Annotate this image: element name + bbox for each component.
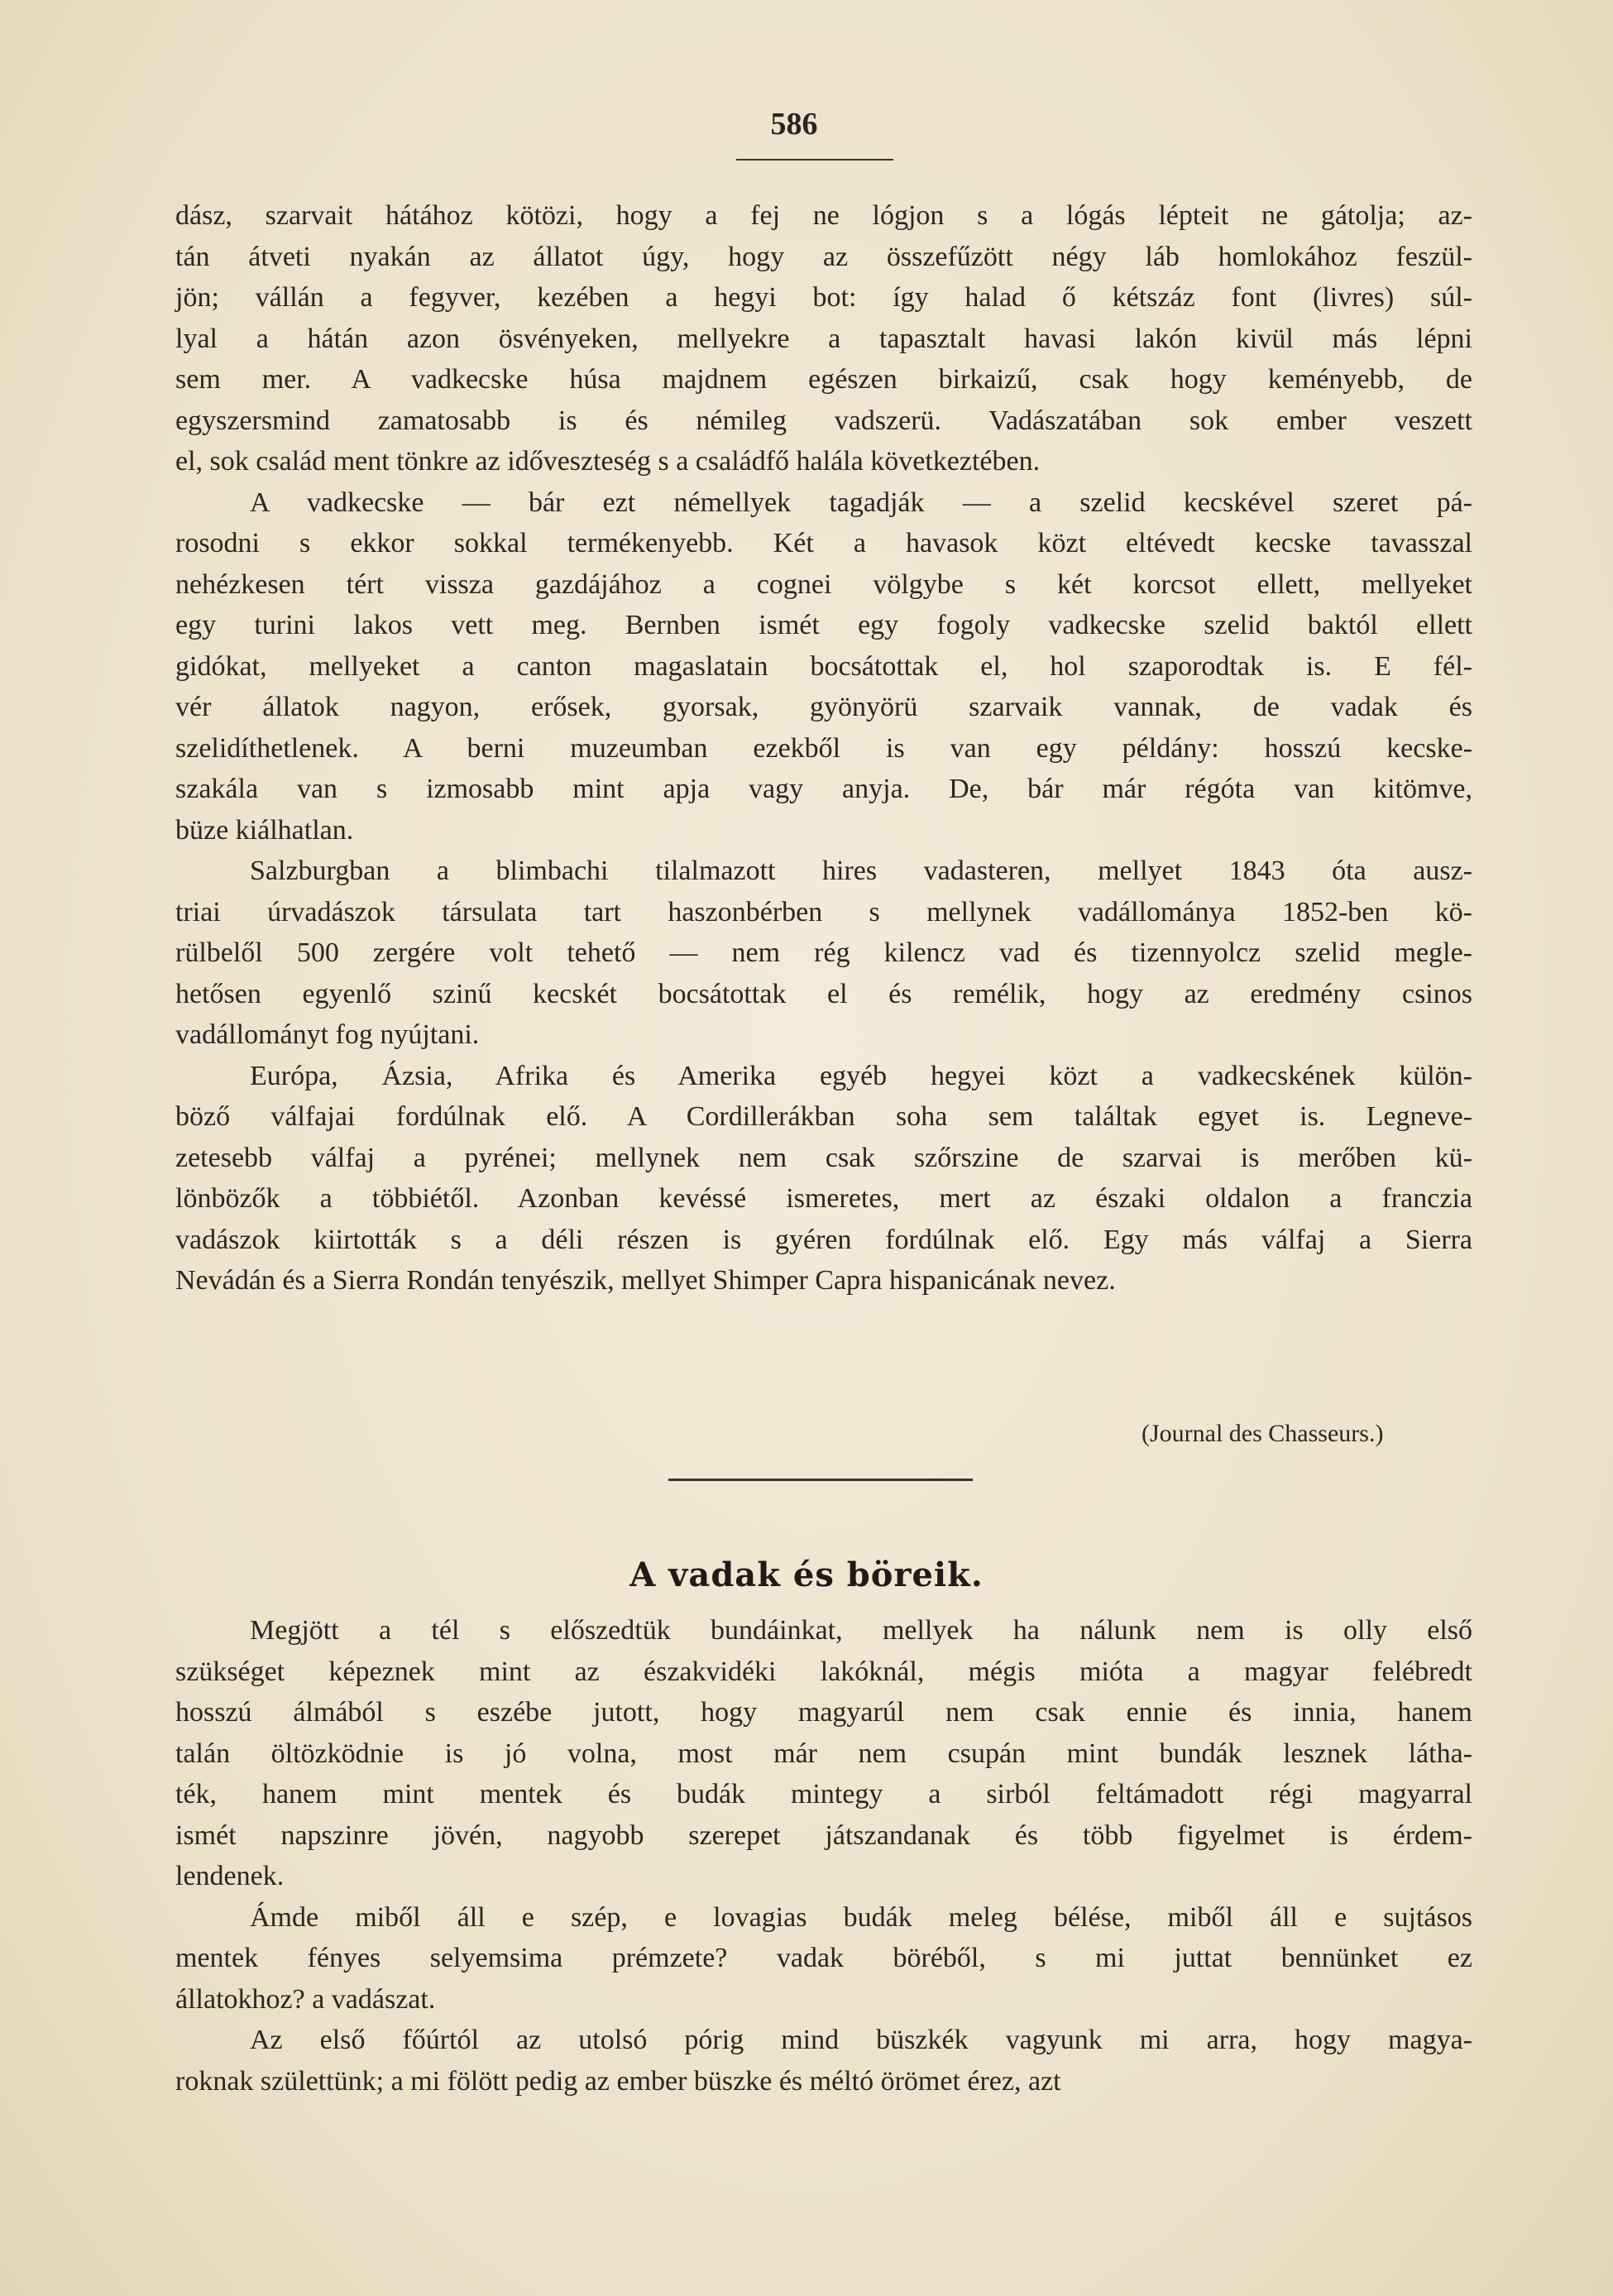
text-line: talán öltözködnie is jó volna, most már nem csupán mint bundák lesznek látha- (175, 1738, 1472, 1769)
paragraph (175, 2020, 1472, 2102)
paragraph (175, 195, 1472, 482)
text-line: mentek fényes selyemsima prémzete? vadak böréből, s mi juttat bennünket ez (175, 1943, 1472, 1973)
text-line: egyszersmind zamatosabb is és némileg vadszerü. Vadászatában sok ember veszett (175, 405, 1472, 436)
text-line: dász, szarvait hátához kötözi, hogy a fej ne lógjon s a lógás lépteit ne gátolja; az- (175, 200, 1472, 231)
paragraph (175, 482, 1472, 851)
text-line: hosszú álmából s eszébe jutott, hogy magyarúl nem csak ennie és innia, hanem (175, 1697, 1472, 1728)
text-line: hetősen egyenlő szinű kecskét bocsátottak el és remélik, hogy az eredmény csinos (175, 978, 1472, 1009)
section-divider (668, 1479, 973, 1481)
text-line: böző válfajai fordúlnak elő. A Cordillerákban soha sem találtak egyet is. Legneve- (175, 1101, 1472, 1132)
text-line: sem mer. A vadkecske húsa majdnem egészen birkaizű, csak hogy keményebb, de (175, 364, 1472, 395)
text-line: vadászok kiirtották s a déli részen is gyéren fordúlnak elő. Egy más válfaj a Sierra (175, 1224, 1472, 1255)
text-line: rosodni s ekkor sokkal termékenyebb. Két a havasok közt eltévedt kecske tavasszal (175, 528, 1472, 558)
page-number-rule (736, 159, 893, 161)
text-line: vadállományt fog nyújtani. (175, 1019, 480, 1050)
text-line: jön; vállán a fegyver, kezében a hegyi bot: így halad ő kétszáz font (livres) súl- (175, 282, 1472, 313)
text-line: rülbelől 500 zergére volt tehető — nem rég kilencz vad és tizennyolcz szelid megle- (175, 937, 1472, 968)
text-line: Ámde miből áll e szép, e lovagias budák meleg bélése, miből áll e sujtásos (250, 1901, 1472, 1933)
text-line: lyal a hátán azon ösvényeken, mellyekre a tapasztalt havasi lakón kivül más lépni (175, 323, 1472, 354)
text-line: szükséget képeznek mint az északvidéki lakóknál, mégis mióta a magyar felébredt (175, 1656, 1472, 1687)
text-line: el, sok család ment tönkre az időveszteség s a családfő halála következtében. (175, 446, 1041, 477)
paragraph (175, 1610, 1472, 1897)
text-line: lendenek. (175, 1861, 285, 1891)
text-line: vér állatok nagyon, erősek, gyorsak, gyönyörü szarvaik vannak, de vadak és (175, 692, 1472, 722)
section-title: A vadak és böreik. (629, 1555, 984, 1594)
text-line: A vadkecske — bár ezt némellyek tagadják — a szelid kecskével szeret pá- (250, 487, 1472, 518)
text-line: szelidíthetlenek. A berni muzeumban ezekből is van egy példány: hosszú kecske- (175, 732, 1472, 764)
text-line: tán átveti nyakán az állatot úgy, hogy az összefűzött négy láb homlokához feszül- (175, 241, 1472, 272)
text-line: Európa, Ázsia, Afrika és Amerika egyéb hegyei közt a vadkecskének külön- (250, 1060, 1472, 1091)
text-line: gidókat, mellyeket a canton magaslatain bocsátottak el, hol szaporodtak is. E fél- (175, 650, 1472, 682)
text-line: roknak születtünk; a mi fölött pedig az ember büszke és méltó örömet érez, azt (175, 2065, 1061, 2097)
text-line: ték, hanem mint mentek és budák mintegy a sirból feltámadott régi magyarral (175, 1779, 1472, 1809)
paragraph (175, 1056, 1472, 1301)
text-line: büze kiálhatlan. (175, 814, 354, 846)
text-line: lönbözők a többiétől. Azonban kevéssé ismeretes, mert az északi oldalon a franczia (175, 1183, 1472, 1214)
text-line: állatokhoz? a vadászat. (175, 1983, 436, 2015)
text-line: nehézkesen tért vissza gazdájához a cognei völgybe s két korcsot ellett, mellyeket (175, 568, 1472, 600)
text-line: Megjött a tél s előszedtük bundáinkat, mellyek ha nálunk nem is olly első (250, 1615, 1472, 1646)
body-text-bottom (175, 1610, 1472, 2102)
source-citation: (Journal des Chasseurs.) (1142, 1420, 1384, 1447)
text-line: Az első főúrtól az utolsó pórig mind büszkék vagyunk mi arra, hogy magya- (250, 2025, 1472, 2055)
text-line: Salzburgban a blimbachi tilalmazott hires vadasteren, mellyet 1843 óta ausz- (250, 856, 1472, 886)
page-number: 586 (770, 107, 818, 141)
text-line: ismét napszinre jövén, nagyobb szerepet játszandanak és több figyelmet is érdem- (175, 1819, 1472, 1851)
text-line: triai úrvadászok társulata tart haszonbérben s mellynek vadállománya 1852-ben kö- (175, 896, 1472, 928)
text-line: egy turini lakos vett meg. Bernben ismét egy fogoly vadkecske szelid baktól ellett (175, 610, 1472, 640)
text-line: zetesebb válfaj a pyrénei; mellynek nem csak szőrszine de szarvai is merőben kü- (175, 1142, 1472, 1173)
paragraph (175, 1897, 1472, 2020)
body-text-top (175, 195, 1472, 1301)
paragraph (175, 851, 1472, 1056)
text-line: Nevádán és a Sierra Rondán tenyészik, mellyet Shimper Capra hispanicának nevez. (175, 1265, 1116, 1296)
text-line: szakála van s izmosabb mint apja vagy anyja. De, bár már régóta van kitömve, (175, 774, 1472, 804)
